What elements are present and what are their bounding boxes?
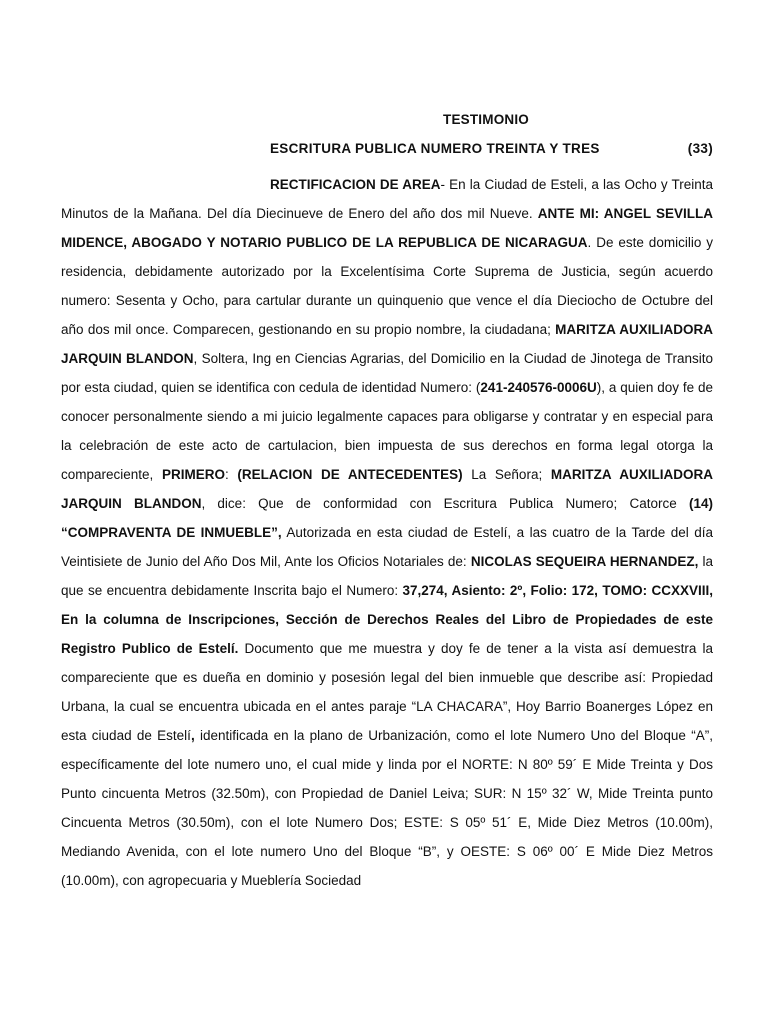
text-segment: Autorizada en esta ciudad de Estelí, a las cuatro de la Tarde del día Veintisiete de Junio del Año Dos Mil, Ante los Oficios Notariales de:: [61, 525, 713, 569]
text-segment: , dice: Que de conformidad con Escritura Publica Numero; Catorce: [201, 496, 689, 511]
escritura-number: (33): [687, 141, 713, 156]
bold-text-segment: PRIMERO: [161, 467, 225, 482]
bold-text-segment: NICOLAS SEQUEIRA HERNANDEZ,: [470, 554, 699, 569]
document-title: TESTIMONIO: [443, 112, 529, 127]
bold-text-segment: (RELACION DE ANTECEDENTES): [237, 467, 463, 482]
escritura-heading-text: ESCRITURA PUBLICA NUMERO TREINTA Y TRES: [270, 141, 600, 156]
document-body: [61, 170, 713, 895]
text-segment: ), a quien doy fe de conocer personalmente siendo a mi juicio legalmente capaces para obligarse y contratar y en especial para la celebración de este acto de cartulacion, bien impuesta de sus derechos en forma legal otorga la compareciente,: [61, 380, 713, 482]
text-segment: - En la Ciudad de Esteli, a las Ocho y Treinta Minutos de la Mañana. Del día Diecinueve de Enero del año dos mil Nueve.: [61, 177, 713, 221]
bold-text-segment: MARITZA AUXILIADORA JARQUIN BLANDON: [61, 322, 713, 366]
bold-text-segment: ANTE MI: ANGEL SEVILLA MIDENCE, ABOGADO Y NOTARIO PUBLICO DE LA REPUBLICA DE NICARAGUA: [61, 206, 713, 250]
text-segment: La Señora;: [462, 467, 551, 482]
text-segment: Documento que me muestra y doy fe de tener a la vista así demuestra la compareciente que es dueña en dominio y posesión legal del bien inmueble que describe así: Propiedad Urbana, la cual se encuentra ubicada en el antes paraje “LA CHACARA”, Hoy Barrio Boanerges López en esta ciudad de Estelí: [61, 641, 713, 743]
text-segment: la que se encuentra debidamente Inscrita bajo el Numero:: [61, 554, 714, 598]
text-segment: , Soltera, Ing en Ciencias Agrarias, del Domicilio en la Ciudad de Jinotega de Transito por esta ciudad, quien se identifica con cedula de identidad Numero: (: [61, 351, 713, 395]
escritura-heading: [270, 141, 713, 156]
bold-text-segment: (14) “COMPRAVENTA DE INMUEBLE”,: [61, 496, 713, 540]
bold-text-segment: 241-240576-0006U: [480, 380, 597, 395]
text-segment: identificada en la plano de Urbanización, como el lote Numero Uno del Bloque “A”, específicamente del lote numero uno, el cual mide y linda por el NORTE: N 80º 59´ E Mide Treinta y Dos Punto cincuenta Metros (32.50m), con Propiedad de Daniel Leiva; SUR: N 15º 32´ W, Mide Treinta punto Cincuenta Metros (30.50m), con el lote Numero Dos; ESTE: S 05º 51´ E, Mide Diez Metros (10.00m), Mediando Avenida, con el lote numero Uno del Bloque “B”, y OESTE: S 06º 00´ E Mide Diez Metros (10.00m), con agropecuaria y Mueblería Sociedad: [61, 728, 713, 888]
text-segment: . De este domicilio y residencia, debidamente autorizado por la Excelentísima Corte Suprema de Justicia, según acuerdo numero: Sesenta y Ocho, para cartular durante un quinquenio que vence el día Dieciocho de Octubre del año dos mil once. Comparecen, gestionando en su propio nombre, la ciudadana;: [61, 235, 713, 337]
bold-text-segment: 37,274, Asiento: 2º, Folio: 172, TOMO: CCXXVIII, En la columna de Inscripciones, Sección de Derechos Reales del Libro de Propiedades de este Registro Publico de Estelí.: [61, 583, 713, 656]
text-segment: :: [224, 467, 238, 482]
bold-text-segment: RECTIFICACION DE AREA: [270, 177, 441, 192]
bold-text-segment: MARITZA AUXILIADORA JARQUIN BLANDON: [61, 467, 713, 511]
bold-text-segment: ,: [190, 728, 195, 743]
